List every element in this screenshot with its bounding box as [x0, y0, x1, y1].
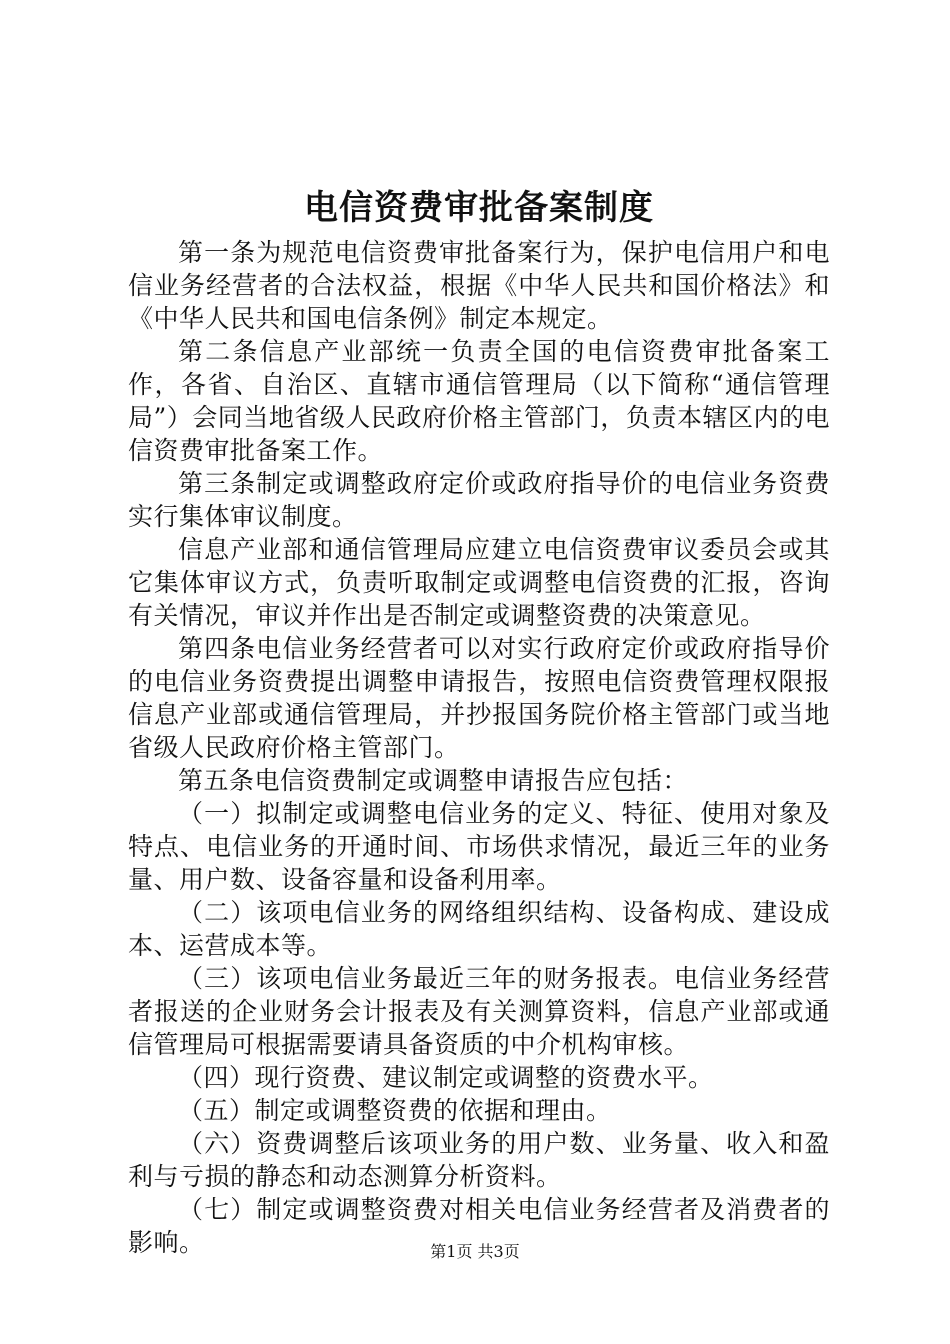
list-item-5: （五）制定或调整资费的依据和理由。: [178, 1096, 612, 1125]
article-1-paragraph: 第一条为规范电信资费审批备案行为，保护电信用户和电信业务经营者的合法权益，根据《中华人民共和国价格法》和《中华人民共和国电信条例》制定本规定。: [128, 238, 830, 333]
list-item-7: （七）制定或调整资费对相关电信业务经营者及消费者的影响。: [128, 1195, 830, 1257]
article-2-paragraph: 第二条信息产业部统一负责全国的电信资费审批备案工作，各省、自治区、直辖市通信管理局（以下简称“通信管理局”）会同当地省级人民政府价格主管部门，负责本辖区内的电信资费审批备案工作。: [128, 337, 830, 465]
article-3-paragraph: 第三条制定或调整政府定价或政府指导价的电信业务资费实行集体审议制度。: [128, 469, 830, 531]
document-page: [128, 180, 830, 1259]
document-body: [128, 236, 830, 1259]
page-title: 电信资费审批备案制度: [304, 188, 654, 228]
list-item-6: （六）资费调整后该项业务的用户数、业务量、收入和盈利与亏损的静态和动态测算分析资料。: [128, 1129, 830, 1191]
article-3-detail-paragraph: 信息产业部和通信管理局应建立电信资费审议委员会或其它集体审议方式，负责听取制定或调整电信资费的汇报，咨询有关情况，审议并作出是否制定或调整资费的决策意见。: [128, 535, 830, 630]
list-item-2: （二）该项电信业务的网络组织结构、设备构成、建设成本、运营成本等。: [128, 898, 830, 960]
list-item-3: （三）该项电信业务最近三年的财务报表。电信业务经营者报送的企业财务会计报表及有关测算资料，信息产业部或通信管理局可根据需要请具备资质的中介机构审核。: [128, 964, 830, 1059]
list-item-4: （四）现行资费、建议制定或调整的资费水平。: [178, 1063, 714, 1092]
page-number-footer: 第1页 共3页: [430, 1242, 520, 1261]
article-5-paragraph: 第五条电信资费制定或调整申请报告应包括：: [178, 766, 689, 795]
article-4-paragraph: 第四条电信业务经营者可以对实行政府定价或政府指导价的电信业务资费提出调整申请报告，按照电信资费管理权限报信息产业部或通信管理局，并抄报国务院价格主管部门或当地省级人民政府价格主管部门。: [128, 634, 830, 762]
list-item-1: （一）拟制定或调整电信业务的定义、特征、使用对象及特点、电信业务的开通时间、市场供求情况，最近三年的业务量、用户数、设备容量和设备利用率。: [128, 799, 830, 894]
